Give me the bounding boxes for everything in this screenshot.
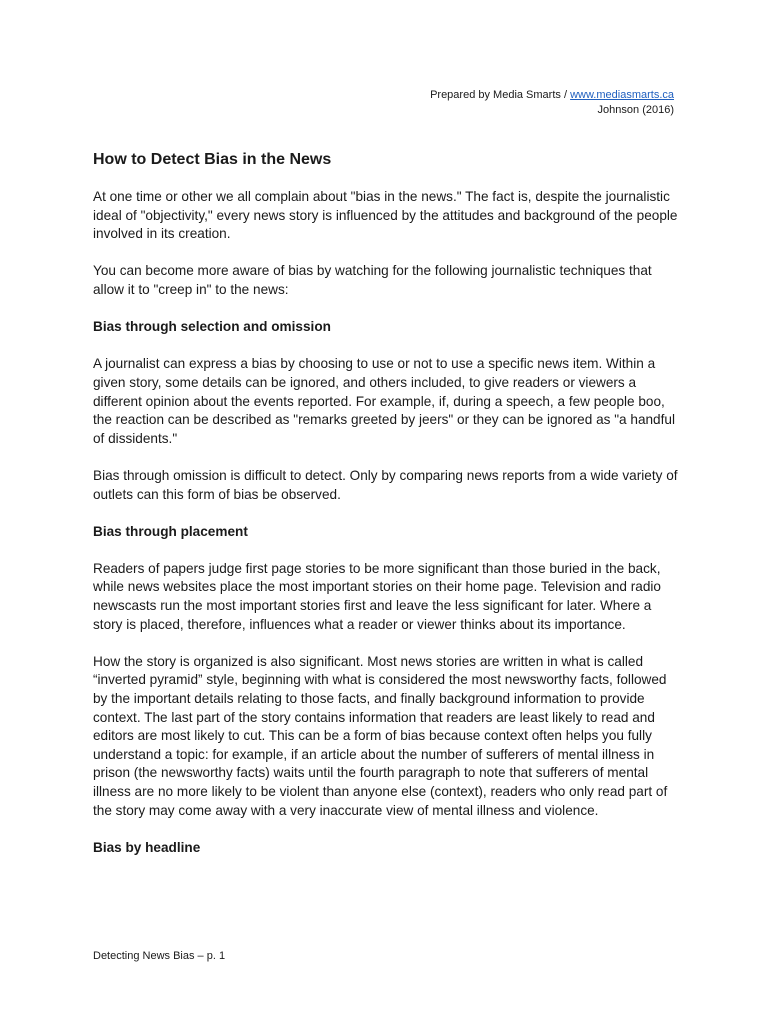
citation: Johnson (2016) [597, 104, 674, 116]
placement-paragraph-1: Readers of papers judge first page stories to be more significant than those buried in the back, while news websites place the most important stories on their home page. Television and radio newscasts run the most important stories first and leave the less significant for later. Where a story is placed, therefore, influences what a reader or viewer thinks about its importance. [93, 560, 661, 632]
intro-paragraph-2: You can become more aware of bias by watching for the following journalistic techniques that allow it to "creep in" to the news: [93, 263, 652, 297]
page-footer: Detecting News Bias – p. 1 [93, 950, 226, 962]
section-heading-selection-omission: Bias through selection and omission [93, 319, 331, 335]
selection-paragraph-1: A journalist can express a bias by choosing to use or not to use a specific news item. Within a given story, some details can be ignored, and others included, to give readers or viewers a different opinion about the events reported. For example, if, during a speech, a few people boo, the reaction can be described as "remarks greeted by jeers" or they can be ignored as "a handful of dissidents." [93, 356, 675, 446]
selection-paragraph-2: Bias through omission is difficult to detect. Only by comparing news reports from a wide variety of outlets can this form of bias be observed. [93, 467, 678, 502]
page-title: How to Detect Bias in the News [93, 151, 332, 168]
section-heading-placement: Bias through placement [93, 523, 248, 539]
prepared-by-text: Prepared by Media Smarts / [430, 89, 571, 101]
intro-paragraph-1: At one time or other we all complain about "bias in the news." The fact is, despite the journalistic ideal of "objectivity," every news story is influenced by the attitudes and background of the people involved in its creation. [93, 189, 678, 242]
document-body [93, 150, 683, 876]
section-heading-headline: Bias by headline [93, 839, 201, 855]
page-header [430, 88, 674, 118]
placement-paragraph-2: How the story is organized is also significant. Most news stories are written in what is called “inverted pyramid” style, beginning with what is considered the most newsworthy facts, followed by the important details relating to those facts, and finally background information to provide context. The last part of the story contains information that readers are least likely to read and editors are most likely to cut. This can be a form of bias because context often helps you fully understand a topic: for example, if an article about the number of sufferers of mental illness in prison (the newsworthy facts) waits until the fourth paragraph to note that sufferers of mental illness are no more likely to be violent than anyone else (context), readers who only read part of the story may come away with a very inaccurate view of mental illness and violence. [93, 653, 668, 818]
mediasmarts-link[interactable]: www.mediasmarts.ca [570, 89, 674, 101]
prepared-by-line [430, 88, 674, 103]
